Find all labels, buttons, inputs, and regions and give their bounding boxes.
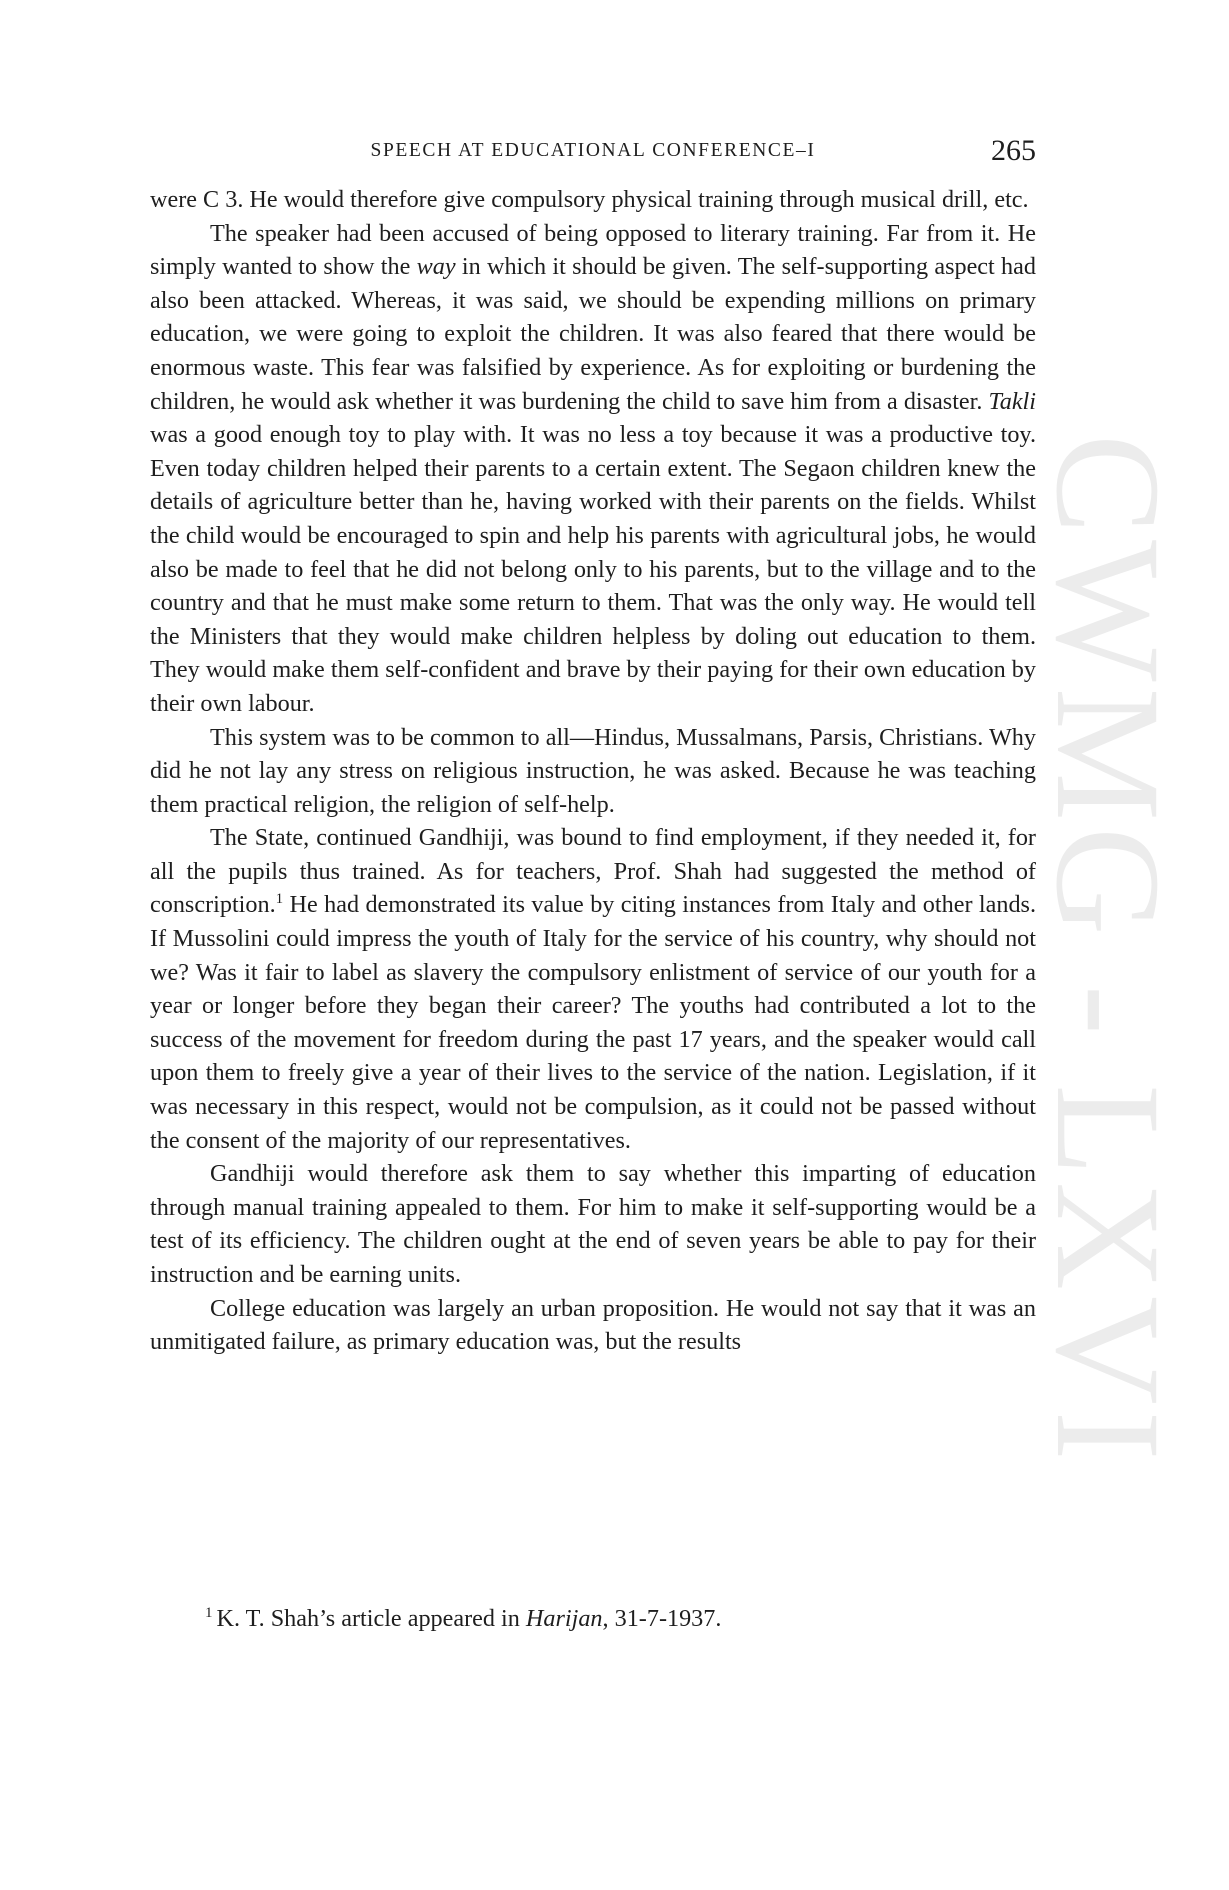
body-text — [150, 183, 1036, 1359]
watermark — [1025, 433, 1191, 1467]
footnote-reference: 1 — [275, 891, 284, 908]
emphasis-takli: Takli — [988, 387, 1036, 415]
footnote-text-before: K. T. Shah’s article appeared in — [216, 1605, 526, 1632]
paragraph-4 — [150, 821, 1036, 1157]
running-title: SPEECH AT EDUCATIONAL CONFERENCE–I — [370, 140, 816, 161]
paragraph-3: This system was to be common to all—Hindus, Mussalmans, Parsis, Christians. Why did he not lay any stress on religious instruction, he was asked. Because he was teaching them practical religion, the religion of self-help. — [150, 723, 1036, 818]
page-number: 265 — [991, 134, 1036, 167]
paragraph-2-part-1: The speaker had been accused of being opposed to literary training. Far from it. He simply wanted to show the — [150, 219, 1036, 281]
emphasis-way: way — [416, 253, 456, 281]
watermark-text: CWMG - LXVI — [1025, 433, 1191, 1467]
running-head — [150, 134, 1036, 174]
paragraph-4-part-1: The State, continued Gandhiji, was bound to find employment, if they needed it, for all the pupils thus trained. As for teachers, Prof. Shah had suggested the method of conscription. — [150, 824, 1036, 919]
paragraph-2-part-2: in which it should be given. The self-supporting aspect had also been attacked. Whereas, it was said, we should be expending millions on primary education, we were going to exploit the children. It was also feared that there would be enormous waste. This fear was falsified by experience. As for exploiting or burdening the children, he would ask whether it was burdening the child to save him from a disaster. — [150, 253, 1036, 415]
paragraph-6: College education was largely an urban proposition. He would not say that it was an unmitigated failure, as primary education was, but the results — [150, 1294, 1036, 1356]
paragraph-4-part-2: He had demonstrated its value by citing instances from Italy and other lands. If Mussolini could impress the youth of Italy for the service of his country, why should not we? Was it fair to label as slavery the compulsory enlistment of service of our youth for a year or longer before they began their career? The youths had contributed a lot to the success of the movement for freedom during the past 17 years, and the speaker would call upon them to freely give a year of their lives to the service of the nation. Legislation, if it was necessary in this respect, would not be compulsion, as it could not be passed without the consent of the majority of our representatives. — [150, 891, 1036, 1154]
footnote-mark: 1 — [205, 1605, 213, 1621]
paragraph-2 — [150, 217, 1036, 721]
footnote-text-after: , 31-7-1937. — [602, 1605, 722, 1632]
footnote-emphasis: Harijan — [525, 1605, 603, 1632]
paragraph-5: Gandhiji would therefore ask them to say whether this imparting of education through manual training appealed to them. For him to make it self-supporting would be a test of its efficiency. The children ought at the end of seven years be able to pay for their instruction and be earning units. — [150, 1160, 1036, 1288]
footnote — [205, 1602, 1036, 1635]
paragraph-2-part-3: was a good enough toy to play with. It was no less a toy because it was a productive toy. Even today children helped their parents to a certain extent. The Segaon children knew the details of agriculture better than he, having worked with their parents on the fields. Whilst the child would be encouraged to spin and help his parents with agricultural jobs, he would also be made to feel that he did not belong only to his parents, but to the village and to the country and that he must make some return to them. That was the only way. He would tell the Ministers that they would make children helpless by doling out education to them. They would make them self-confident and brave by their paying for their own education by their own labour. — [150, 421, 1036, 717]
paragraph-1: were C 3. He would therefore give compulsory physical training through musical drill, etc. — [150, 186, 1029, 213]
